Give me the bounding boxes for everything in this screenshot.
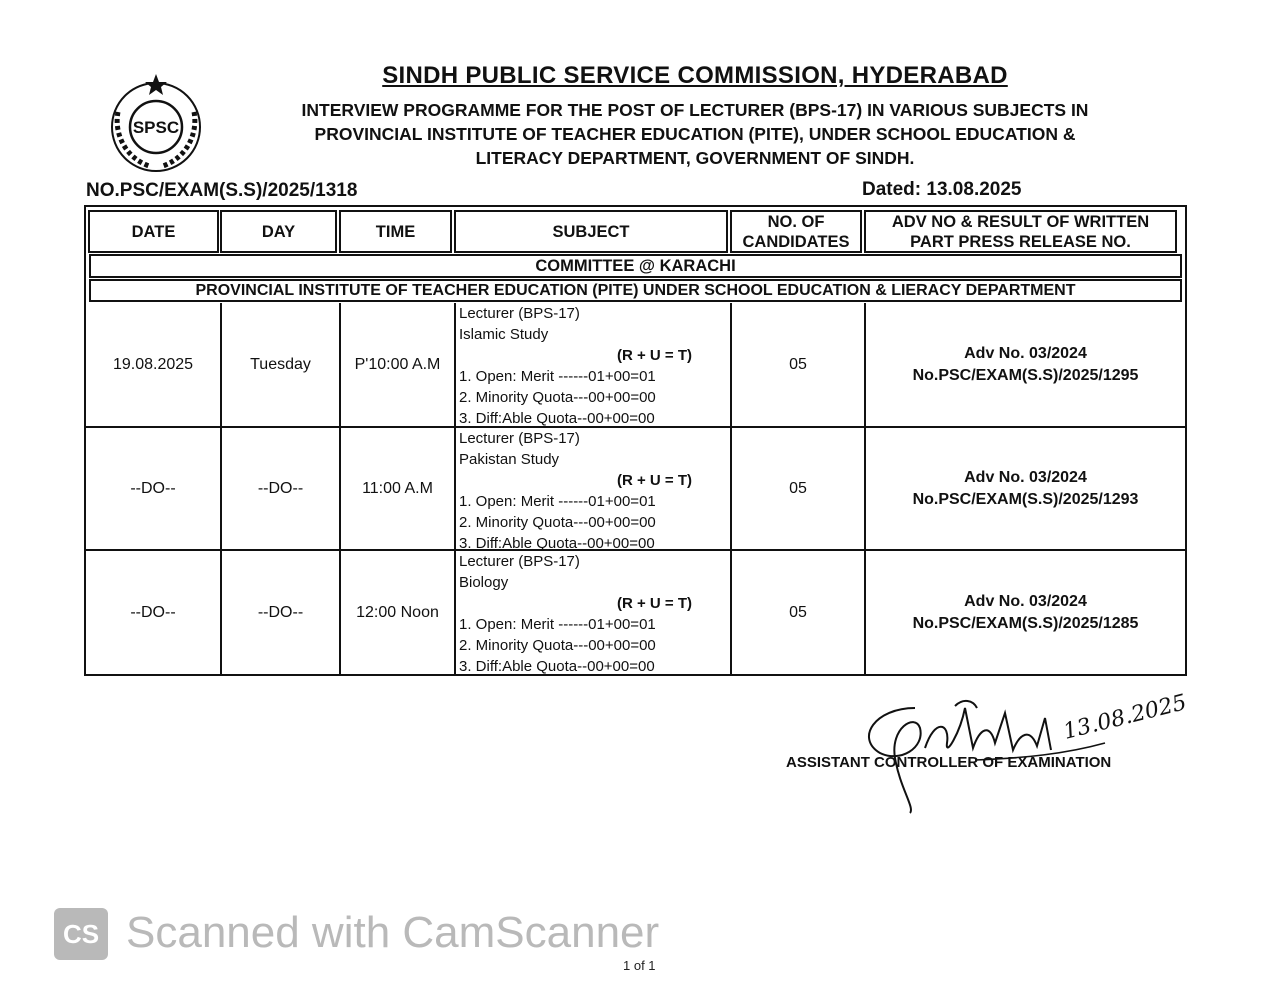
post-title: Lecturer (BPS-17) xyxy=(459,553,580,570)
column-header-adv-result: ADV NO & RESULT OF WRITTEN PART PRESS RELEASE NO. xyxy=(864,210,1177,253)
row-candidates: 05 xyxy=(789,603,807,621)
subtitle-line: PROVINCIAL INSTITUTE OF TEACHER EDUCATION (PITE), UNDER SCHOOL EDUCATION & xyxy=(314,124,1076,144)
column-header-date: DATE xyxy=(88,210,219,253)
subject-name: Pakistan Study xyxy=(459,451,560,468)
press-release-number: No.PSC/EXAM(S.S)/2025/1285 xyxy=(912,614,1139,632)
adv-number: Adv No. 03/2024 xyxy=(964,468,1087,486)
press-release-number: No.PSC/EXAM(S.S)/2025/1293 xyxy=(912,490,1139,508)
row-subject xyxy=(456,551,730,674)
row-time: 12:00 Noon xyxy=(356,603,439,621)
subject-name: Biology xyxy=(459,574,509,591)
camscanner-logo-icon xyxy=(52,906,110,962)
quota-diff-able: 3. Diff:Able Quota--00+00=00 xyxy=(459,410,655,427)
scanner-logo-text: CS xyxy=(62,919,100,949)
scanner-watermark: Scanned with CamScanner xyxy=(126,908,660,957)
quota-formula: (R + U = T) xyxy=(616,347,692,364)
quota-open-merit: 1. Open: Merit ------01+00=01 xyxy=(459,368,656,385)
row-adv-result xyxy=(866,428,1185,549)
signatory-title: ASSISTANT CONTROLLER OF EXAMINATION xyxy=(786,754,1112,771)
row-date: --DO-- xyxy=(130,603,176,621)
row-day: Tuesday xyxy=(250,355,311,373)
issue-date: Dated: 13.08.2025 xyxy=(862,179,1022,200)
row-time: 11:00 A.M xyxy=(362,479,433,497)
row-subject xyxy=(456,428,730,552)
column-header-day: DAY xyxy=(220,210,337,253)
quota-minority: 2. Minority Quota---00+00=00 xyxy=(459,389,656,406)
spsc-logo-icon xyxy=(104,72,208,172)
column-header-time: TIME xyxy=(339,210,452,253)
row-day: --DO-- xyxy=(257,603,304,621)
subtitle-line: INTERVIEW PROGRAMME FOR THE POST OF LECTURER (BPS-17) IN VARIOUS SUBJECTS IN xyxy=(301,100,1089,120)
quota-formula: (R + U = T) xyxy=(616,472,692,489)
column-header-candidates: NO. OF CANDIDATES xyxy=(730,210,862,253)
row-candidates: 05 xyxy=(789,479,807,497)
quota-diff-able: 3. Diff:Able Quota--00+00=00 xyxy=(459,658,655,675)
quota-minority: 2. Minority Quota---00+00=00 xyxy=(459,637,656,654)
reference-number: NO.PSC/EXAM(S.S)/2025/1318 xyxy=(86,180,358,201)
row-date: 19.08.2025 xyxy=(112,355,194,373)
adv-number: Adv No. 03/2024 xyxy=(964,344,1087,362)
row-time: P'10:00 A.M xyxy=(354,355,441,373)
press-release-number: No.PSC/EXAM(S.S)/2025/1295 xyxy=(912,366,1139,384)
row-subject xyxy=(456,303,730,426)
quota-formula: (R + U = T) xyxy=(616,595,692,612)
subject-name: Islamic Study xyxy=(459,326,549,343)
committee-row: COMMITTEE @ KARACHI xyxy=(89,254,1182,278)
logo-text: SPSC xyxy=(132,118,180,137)
quota-open-merit: 1. Open: Merit ------01+00=01 xyxy=(459,493,656,510)
adv-number: Adv No. 03/2024 xyxy=(964,592,1087,610)
subtitle-line: LITERACY DEPARTMENT, GOVERNMENT OF SINDH. xyxy=(475,148,915,168)
org-title: SINDH PUBLIC SERVICE COMMISSION, HYDERABAD xyxy=(382,62,1008,89)
row-candidates: 05 xyxy=(789,355,807,373)
row-adv-result xyxy=(866,551,1185,674)
page-indicator: 1 of 1 xyxy=(623,958,656,973)
row-adv-result xyxy=(866,303,1185,426)
signature-date: 13.08.2025 xyxy=(1060,690,1190,745)
quota-minority: 2. Minority Quota---00+00=00 xyxy=(459,514,656,531)
row-day: --DO-- xyxy=(257,479,304,497)
programme-subtitle xyxy=(230,98,1160,170)
quota-open-merit: 1. Open: Merit ------01+00=01 xyxy=(459,616,656,633)
post-title: Lecturer (BPS-17) xyxy=(459,305,580,322)
column-header-subject: SUBJECT xyxy=(454,210,728,253)
quota-diff-able: 3. Diff:Able Quota--00+00=00 xyxy=(459,535,655,552)
department-row: PROVINCIAL INSTITUTE OF TEACHER EDUCATION (PITE) UNDER SCHOOL EDUCATION & LIERACY DEPARTMENT xyxy=(89,279,1182,302)
row-date: --DO-- xyxy=(130,479,176,497)
interview-schedule-table xyxy=(84,205,1187,676)
post-title: Lecturer (BPS-17) xyxy=(459,430,580,447)
